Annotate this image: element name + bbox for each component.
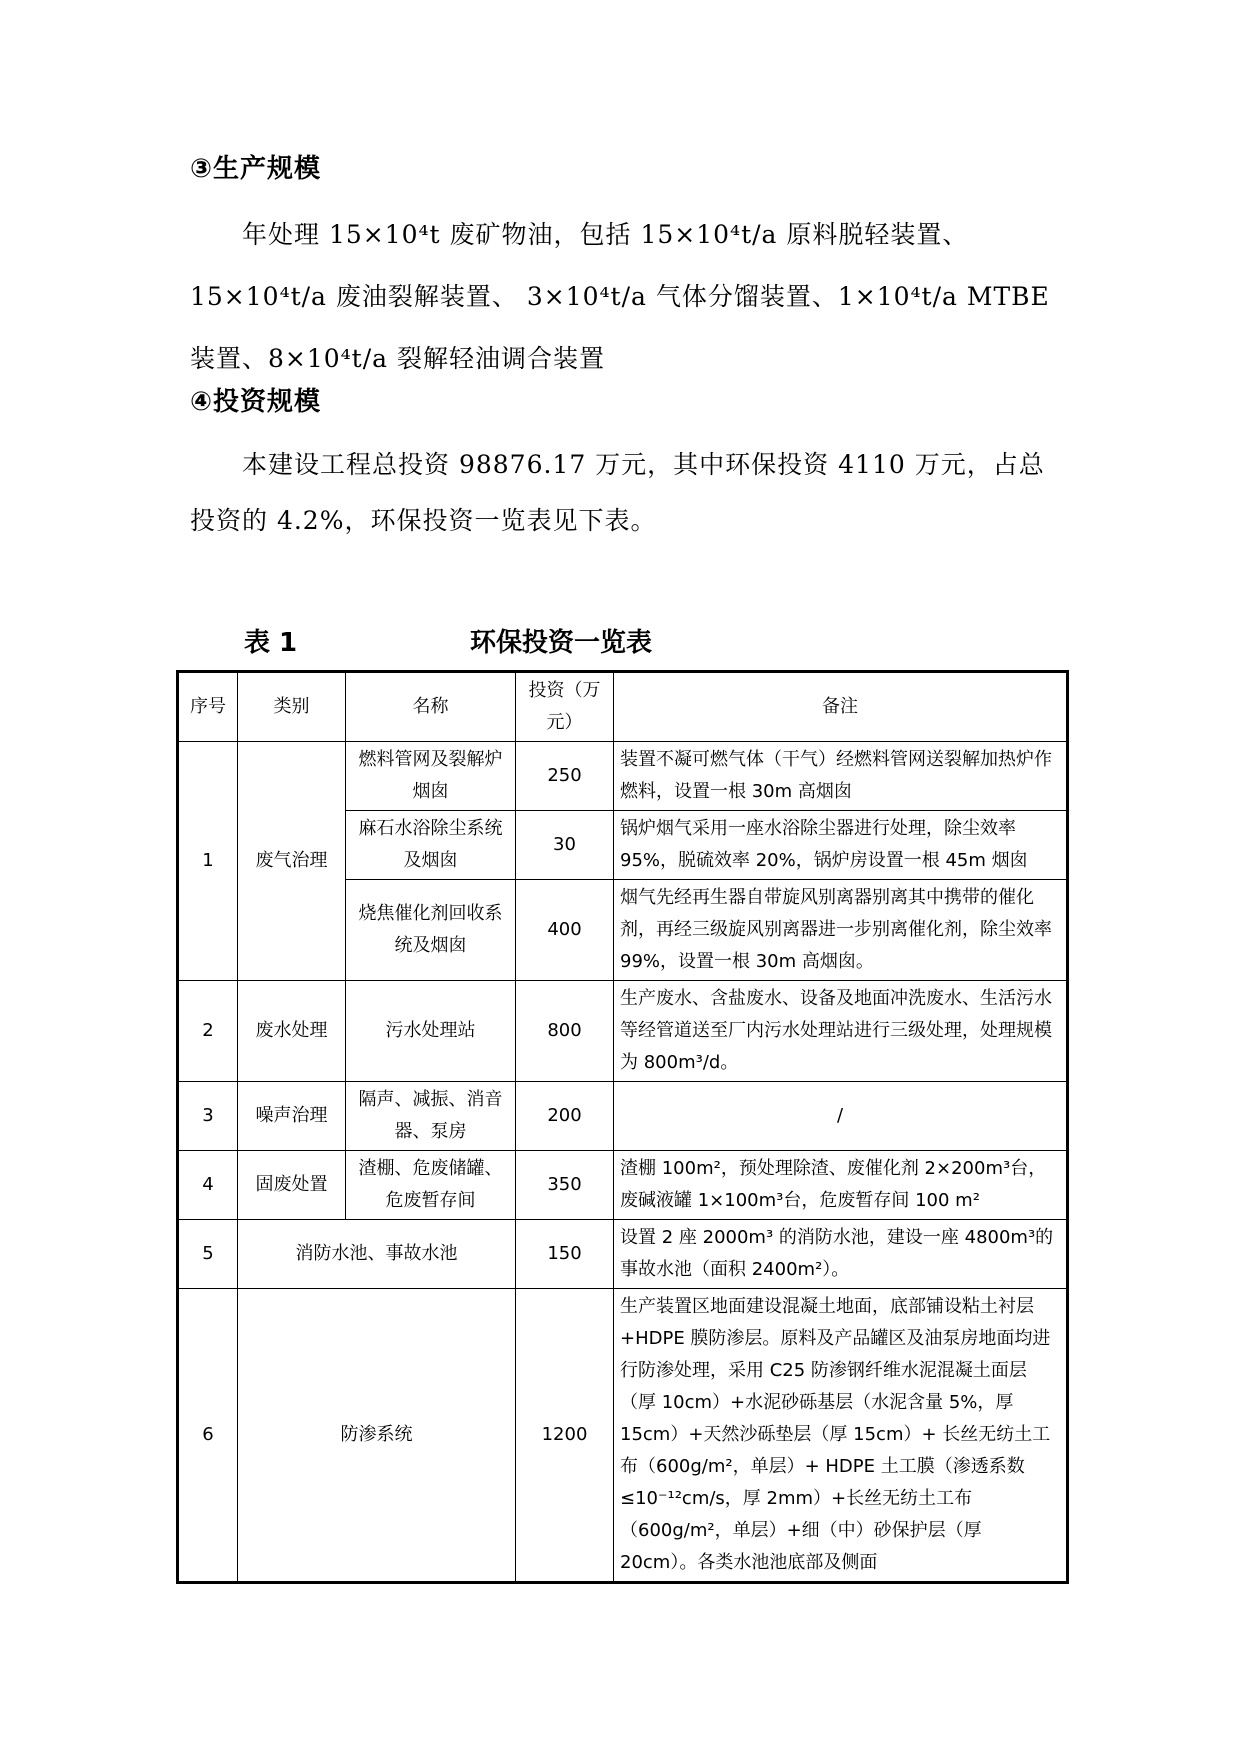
table-header-row xyxy=(178,672,1068,742)
cell-investment: 1200 xyxy=(516,1289,614,1583)
cell-name: 烧焦催化剂回收系统及烟囱 xyxy=(346,880,516,981)
table-row xyxy=(178,742,1068,811)
cell-name: 隔声、减振、消音器、泵房 xyxy=(346,1082,516,1151)
cell-seq: 3 xyxy=(178,1082,238,1151)
cell-category: 废水处理 xyxy=(238,981,346,1082)
table-row xyxy=(178,1289,1068,1583)
table-row xyxy=(178,1220,1068,1289)
cell-investment: 400 xyxy=(516,880,614,981)
cell-category: 废气治理 xyxy=(238,742,346,981)
table-row xyxy=(178,1151,1068,1220)
section-heading-production-scale: ③生产规模 xyxy=(190,154,322,184)
cell-investment: 350 xyxy=(516,1151,614,1220)
cell-category: 固废处置 xyxy=(238,1151,346,1220)
cell-seq: 4 xyxy=(178,1151,238,1220)
header-note: 备注 xyxy=(614,672,1068,742)
cell-name: 消防水池、事故水池 xyxy=(238,1220,516,1289)
cell-seq: 6 xyxy=(178,1289,238,1583)
cell-name: 燃料管网及裂解炉烟囱 xyxy=(346,742,516,811)
cell-seq: 2 xyxy=(178,981,238,1082)
production-scale-paragraph: 年处理 15×10⁴t 废矿物油，包括 15×10⁴t/a 原料脱轻装置、15×10⁴t/a 废油裂解装置、 3×10⁴t/a 气体分馏装置、1×10⁴t/a MTBE 装置、8×10⁴t/a 裂解轻油调合装置 xyxy=(190,220,1050,373)
cell-note: 锅炉烟气采用一座水浴除尘器进行处理，除尘效率 95%，脱硫效率 20%，锅炉房设置一根 45m 烟囱 xyxy=(614,811,1068,880)
cell-name: 麻石水浴除尘系统及烟囱 xyxy=(346,811,516,880)
cell-investment: 200 xyxy=(516,1082,614,1151)
cell-name: 渣棚、危废储罐、危废暂存间 xyxy=(346,1151,516,1220)
header-investment: 投资（万元） xyxy=(516,672,614,742)
table-caption-label: 表 1 xyxy=(244,628,298,658)
investment-scale-paragraph: 本建设工程总投资 98876.17 万元，其中环保投资 4110 万元，占总投资的 4.2%，环保投资一览表见下表。 xyxy=(190,450,1045,535)
header-name: 名称 xyxy=(346,672,516,742)
cell-investment: 800 xyxy=(516,981,614,1082)
cell-name: 防渗系统 xyxy=(238,1289,516,1583)
cell-note: 烟气先经再生器自带旋风别离器别离其中携带的催化剂，再经三级旋风别离器进一步别离催化剂，除尘效率 99%，设置一根 30m 高烟囱。 xyxy=(614,880,1068,981)
section-heading-investment-scale: ④投资规模 xyxy=(190,387,322,417)
header-category: 类别 xyxy=(238,672,346,742)
cell-investment: 250 xyxy=(516,742,614,811)
cell-note: 渣棚 100m²，预处理除渣、废催化剂 2×200m³台，废碱液罐 1×100m³台，危废暂存间 100 m² xyxy=(614,1151,1068,1220)
table-row xyxy=(178,981,1068,1082)
cell-note: 设置 2 座 2000m³ 的消防水池，建设一座 4800m³的事故水池（面积 2400m²）。 xyxy=(614,1220,1068,1289)
cell-category: 噪声治理 xyxy=(238,1082,346,1151)
cell-name: 污水处理站 xyxy=(346,981,516,1082)
cell-investment: 30 xyxy=(516,811,614,880)
cell-note: 生产装置区地面建设混凝土地面，底部铺设粘土衬层+HDPE 膜防渗层。原料及产品罐区及油泵房地面均进行防渗处理，采用 C25 防渗钢纤维水泥混凝土面层（厚 10cm）+水泥砂砾基层（水泥含量 5%，厚 15cm）+天然沙砾垫层（厚 15cm）+ 长丝无纺土工布（600g/m²，单层）+ HDPE 土工膜（渗透系数≤10⁻¹²cm/s，厚 2mm）+长丝无纺土工布（600g/m²，单层）+细（中）砂保护层（厚 20cm）。各类水池池底部及侧面 xyxy=(614,1289,1068,1583)
header-seq: 序号 xyxy=(178,672,238,742)
cell-seq: 1 xyxy=(178,742,238,981)
cell-seq: 5 xyxy=(178,1220,238,1289)
table-caption-title: 环保投资一览表 xyxy=(470,628,653,658)
cell-note: / xyxy=(614,1082,1068,1151)
cell-note: 生产废水、含盐废水、设备及地面冲洗废水、生活污水等经管道送至厂内污水处理站进行三级处理，处理规模为 800m³/d。 xyxy=(614,981,1068,1082)
environmental-investment-table xyxy=(176,670,1069,1584)
table-row xyxy=(178,1082,1068,1151)
cell-investment: 150 xyxy=(516,1220,614,1289)
cell-note: 装置不凝可燃气体（干气）经燃料管网送裂解加热炉作燃料，设置一根 30m 高烟囱 xyxy=(614,742,1068,811)
